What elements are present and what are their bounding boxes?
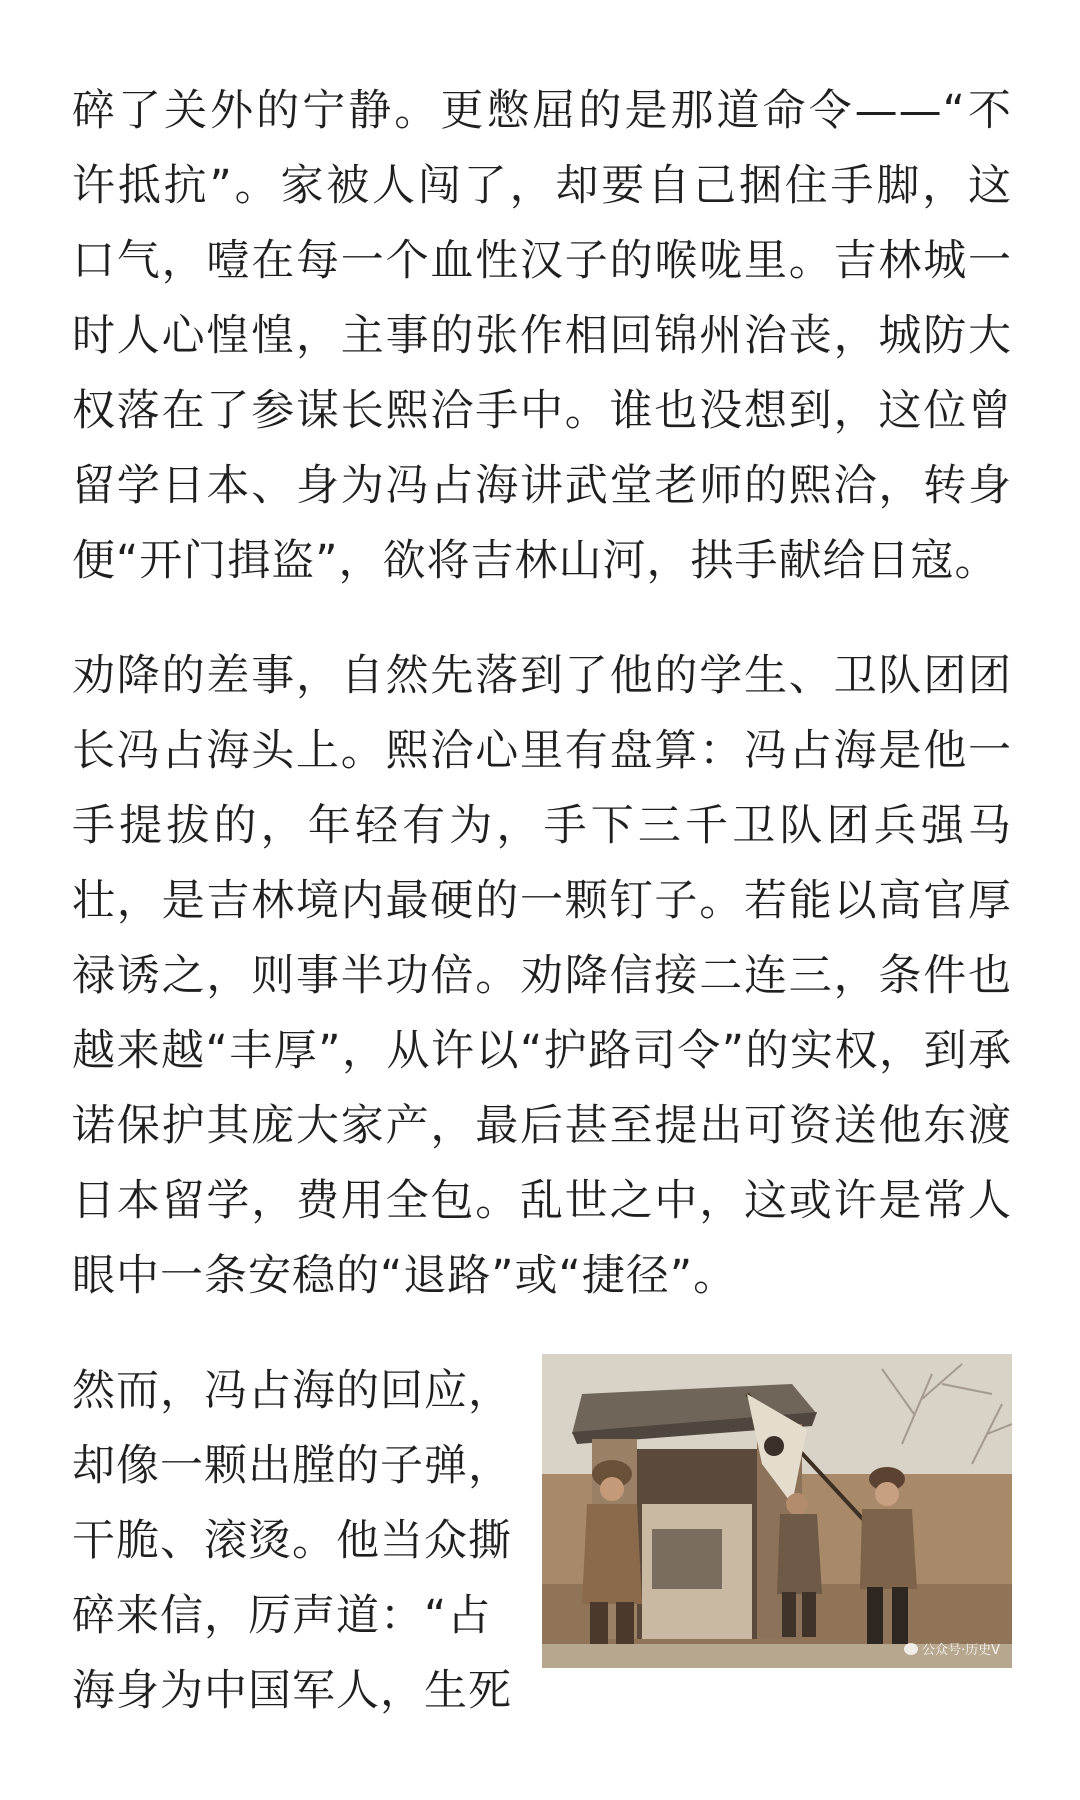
historical-photo[interactable] — [542, 1354, 1012, 1668]
wechat-icon — [904, 1643, 918, 1655]
watermark-text: 公众号·历史V — [921, 1643, 1000, 1658]
paragraph-3: 然而，冯占海的回应，却像一颗出膛的子弹，干脆、滚烫。他当众撕碎来信，厉声道：“占海身为中国军人，生死 — [72, 1366, 512, 1716]
article-body — [72, 74, 1012, 1774]
paragraph-1: 碎了关外的宁静。更憋屈的是那道命令——“不许抵抗”。家被人闯了，却要自己捆住手脚，这口气，噎在每一个血性汉子的喉咙里。吉林城一时人心惶惶，主事的张作相回锦州治丧，城防大权落在了参谋长熙洽手中。谁也没想到，这位曾留学日本、身为冯占海讲武堂老师的熙洽，转身便“开门揖盗”，欲将吉林山河，拱手献给日寇。 — [72, 86, 1012, 586]
photo-watermark — [904, 1639, 1000, 1658]
paragraph-2: 劝降的差事，自然先落到了他的学生、卫队团团长冯占海头上。熙洽心里有盘算：冯占海是他一手提拔的，年轻有为，手下三千卫队团兵强马壮，是吉林境内最硬的一颗钉子。若能以高官厚禄诱之，则事半功倍。劝降信接二连三，条件也越来越“丰厚”，从许以“护路司令”的实权，到承诺保护其庞大家产，最后甚至提出可资送他东渡日本留学，费用全包。乱世之中，这或许是常人眼中一条安稳的“退路”或“捷径”。 — [72, 651, 1012, 1301]
photo-illustration — [542, 1354, 1012, 1668]
paragraph-with-photo — [72, 1354, 1012, 1774]
